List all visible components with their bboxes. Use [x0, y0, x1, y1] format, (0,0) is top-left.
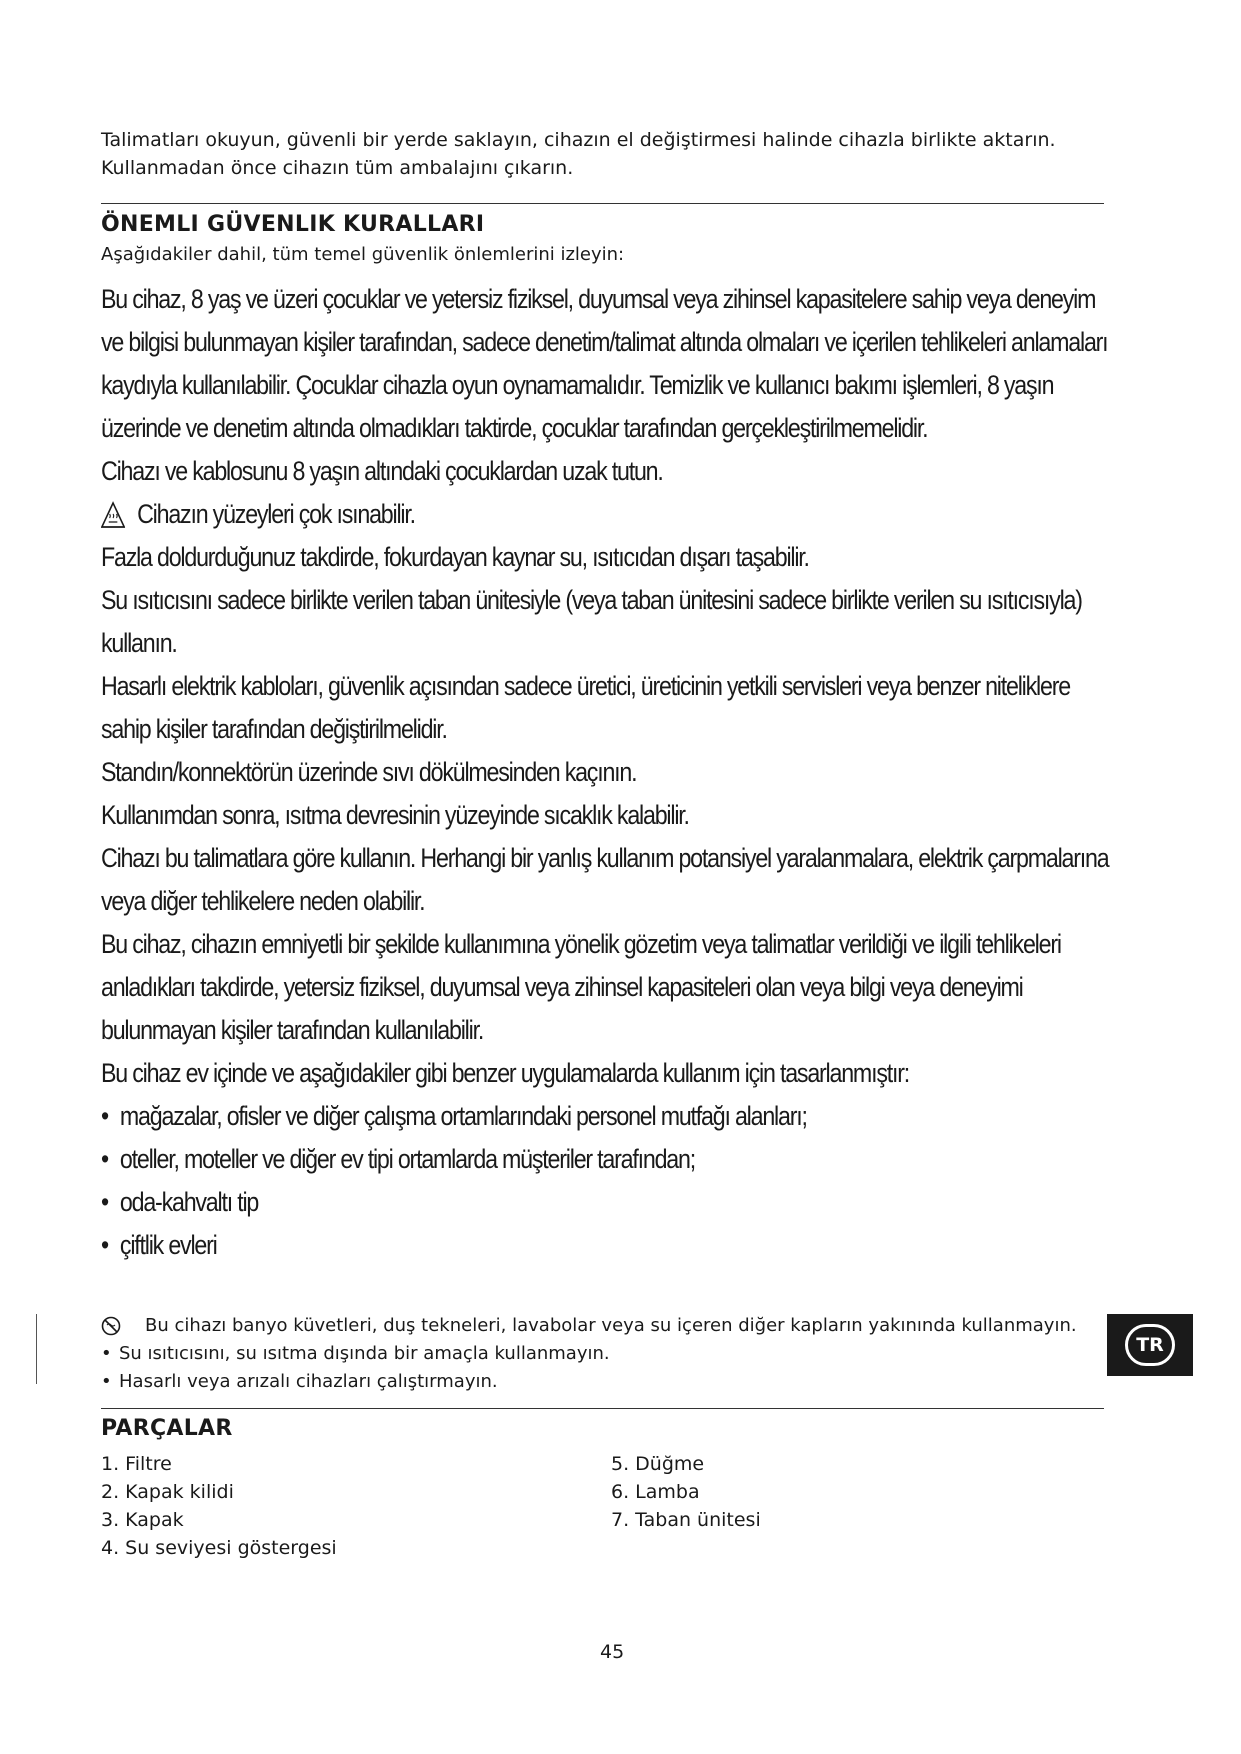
parts-heading: PARÇALAR: [101, 1416, 233, 1441]
rule-paragraph: Bu cihaz, 8 yaş ve üzeri çocuklar ve yetersiz fiziksel, duyumsal veya zihinsel kapasitelere sahip veya deneyim ve bilgisi bulunmayan kişiler tarafından, sadece denetim/talimat altında olmaları ve içerilen tehlikeleri anlamaları kaydıyla kullanılabilir. Çocuklar cihazla oyun oynamamalıdır. Temizlik ve kullanıcı bakımı işlemleri, 8 yaşın üzerinde ve denetim altında olmadıkları taktirde, çocuklar tarafından gerçekleştirilmemelidir.: [101, 284, 1108, 443]
parts-list-left: [101, 1450, 337, 1562]
language-badge: [1107, 1314, 1193, 1376]
rule-paragraph: Hasarlı elektrik kabloları, güvenlik açısından sadece üretici, üreticinin yetkili servisleri veya benzer niteliklere sahip kişiler tarafından değiştirilmelidir.: [101, 671, 1070, 744]
rule-paragraph: Cihazı bu talimatlara göre kullanın. Herhangi bir yanlış kullanım potansiyel yaralanmalara, elektrik çarpmalarına veya diğer tehlikelere neden olabilir.: [101, 843, 1109, 916]
list-item: • Su ısıtıcısını, su ısıtma dışında bir amaçla kullanmayın.: [101, 1340, 1101, 1368]
prohibited-icon: [101, 1316, 121, 1336]
list-item: • oda-kahvaltı tip: [101, 1181, 1116, 1224]
part-item: 7. Taban ünitesi: [611, 1509, 761, 1531]
rule-paragraph: Bu cihaz ev içinde ve aşağıdakiler gibi benzer uygulamalarda kullanım için tasarlanmıştır:: [101, 1058, 909, 1088]
part-item: 2. Kapak kilidi: [101, 1481, 234, 1503]
part-item: 1. Filtre: [101, 1453, 172, 1475]
language-code: TR: [1125, 1324, 1175, 1366]
section-divider: [101, 1408, 1104, 1409]
part-item: 4. Su seviyesi göstergesi: [101, 1537, 337, 1559]
intro-line-1: Talimatları okuyun, güvenli bir yerde saklayın, cihazın el değiştirmesi halinde cihazla birlikte aktarın.: [101, 129, 1056, 151]
safety-heading: ÖNEMLI GÜVENLIK KURALLARI: [101, 212, 485, 237]
section-divider: [101, 203, 1104, 204]
rule-paragraph: Fazla doldurduğunuz takdirde, fokurdayan kaynar su, ısıtıcıdan dışarı taşabilir.: [101, 542, 809, 572]
rule-paragraph: Su ısıtıcısını sadece birlikte verilen taban ünitesiyle (veya taban ünitesini sadece birlikte verilen su ısıtıcısıyla) kullanın.: [101, 585, 1082, 658]
additional-warnings: [101, 1312, 1101, 1396]
rule-paragraph: Standın/konnektörün üzerinde sıvı dökülmesinden kaçının.: [101, 757, 637, 787]
hot-surface-text: Cihazın yüzeyleri çok ısınabilir.: [137, 499, 415, 529]
no-water-text: Bu cihazı banyo küvetleri, duş tekneleri, lavabolar veya su içeren diğer kapların yakınında kullanmayın.: [145, 1315, 1077, 1336]
rule-paragraph: Cihazı ve kablosunu 8 yaşın altındaki çocuklardan uzak tutun.: [101, 456, 663, 486]
list-item: • oteller, moteller ve diğer ev tipi ortamlarda müşteriler tarafından;: [101, 1138, 1116, 1181]
page-number: 45: [600, 1641, 625, 1663]
intro-line-2: Kullanmadan önce cihazın tüm ambalajını çıkarın.: [101, 157, 574, 179]
rule-paragraph: Bu cihaz, cihazın emniyetli bir şekilde kullanımına yönelik gözetim veya talimatlar verildiği ve ilgili tehlikeleri anladıkları takdirde, yetersiz fiziksel, duyumsal veya zihinsel kapasiteleri olan veya bilgi veya deneyimi bulunmayan kişiler tarafından kullanılabilir.: [101, 929, 1061, 1045]
intro-text: [101, 126, 1101, 182]
safety-rules: [101, 278, 1116, 1267]
list-item: • mağazalar, ofisler ve diğer çalışma ortamlarındaki personel mutfağı alanları;: [101, 1095, 1116, 1138]
part-item: 3. Kapak: [101, 1509, 184, 1531]
no-water-warning: [101, 1312, 1101, 1340]
hot-surface-warning-icon: [101, 501, 125, 529]
small-bullet-list: [101, 1340, 1101, 1396]
safety-subheading: Aşağıdakiler dahil, tüm temel güvenlik önlemlerini izleyin:: [101, 244, 625, 265]
list-item: • Hasarlı veya arızalı cihazları çalıştırmayın.: [101, 1368, 1101, 1396]
part-item: 5. Düğme: [611, 1453, 705, 1475]
rule-paragraph: Kullanımdan sonra, ısıtma devresinin yüzeyinde sıcaklık kalabilir.: [101, 800, 689, 830]
margin-mark: [36, 1314, 37, 1384]
hot-surface-warning: [101, 493, 1116, 536]
parts-list-right: [611, 1450, 761, 1534]
list-item: • çiftlik evleri: [101, 1224, 1116, 1267]
usage-list: [101, 1095, 1116, 1267]
part-item: 6. Lamba: [611, 1481, 700, 1503]
